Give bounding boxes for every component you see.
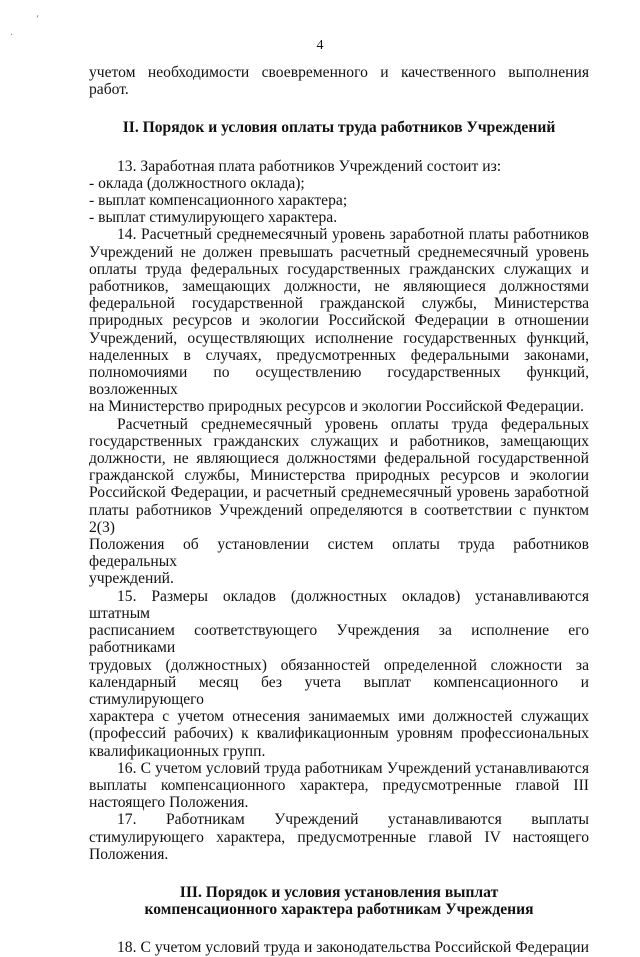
- list-item: - выплат стимулирующего характера.: [89, 209, 338, 227]
- list-item: - выплат компенсационного характера;: [89, 192, 348, 210]
- text-line: трудовых (должностных) обязанностей определенной сложности за: [89, 656, 589, 674]
- text-line: 15. Размеры окладов (должностных окладов) устанавливаются штатным: [89, 587, 589, 622]
- continuation-text: учетом необходимости своевременного и качественного выполнения работ.: [89, 64, 589, 99]
- text-line: Учреждений не должен превышать расчетный среднемесячный уровень: [89, 243, 589, 261]
- text-line: гражданской службы, Министерства природных ресурсов и экологии: [89, 467, 589, 485]
- text-line: Положения.: [89, 845, 169, 863]
- paragraph-17: [89, 811, 589, 863]
- text-line: полномочиями по осуществлению государственных функций, возложенных: [89, 364, 589, 399]
- page-content: [89, 64, 589, 957]
- heading-line: компенсационного характера работникам Учреждения: [144, 901, 534, 919]
- paragraph-13-intro: 13. Заработная плата работников Учреждений состоит из:: [117, 157, 502, 175]
- section-2-heading: II. Порядок и условия оплаты труда работников Учреждений: [122, 119, 556, 137]
- text-line: Российской Федерации, и расчетный среднемесячный уровень заработной: [89, 484, 589, 502]
- text-line: государственных гражданских служащих и работников, замещающих: [89, 432, 589, 450]
- text-line: характера с учетом отнесения занимаемых ими должностей служащих: [89, 708, 589, 726]
- paragraph-13: [89, 158, 589, 227]
- list-item: - оклада (должностного оклада);: [89, 174, 305, 192]
- text-line: 16. С учетом условий труда работникам Учреждений устанавливаются: [117, 759, 589, 777]
- text-line: настоящего Положения.: [89, 794, 249, 812]
- text-line: должности, не являющиеся должностями федеральной государственной: [89, 450, 589, 468]
- paragraph-14: [89, 226, 589, 415]
- text-line: работников, замещающих должности, не являющиеся должностями: [89, 278, 589, 296]
- text-line: квалификационных групп.: [89, 742, 266, 760]
- text-line: учреждений.: [89, 570, 174, 588]
- page-number: 4: [316, 38, 324, 53]
- text-line: (профессий рабочих) к квалификационным уровням профессиональных: [89, 725, 589, 743]
- text-line: наделенных в случаях, предусмотренных федеральными законами,: [89, 346, 589, 364]
- text-line: выплаты компенсационного характера, предусмотренные главой III: [89, 776, 589, 794]
- text-line: оплаты труда федеральных государственных гражданских служащих и: [89, 260, 589, 278]
- section-3-heading: [89, 884, 589, 918]
- paragraph-18: [89, 939, 589, 956]
- text-line: Расчетный среднемесячный уровень оплаты труда федеральных: [117, 415, 589, 433]
- text-line: федеральной государственной гражданской службы, Министерства: [89, 295, 589, 313]
- scan-mark: ·: [10, 30, 14, 41]
- heading-line: III. Порядок и условия установления выплат: [179, 883, 499, 901]
- scan-mark: ‘: [36, 14, 40, 25]
- text-line: 14. Расчетный среднемесячный уровень заработной платы работников: [117, 226, 589, 244]
- text-line: 18. С учетом условий труда и законодательства Российской Федерации: [117, 939, 589, 957]
- paragraph-16: [89, 760, 589, 812]
- text-line: Учреждений, осуществляющих исполнение государственных функций,: [89, 329, 589, 347]
- text-line: расписанием соответствующего Учреждения за исполнение его работниками: [89, 622, 589, 657]
- paragraph-14-continued: [89, 416, 589, 588]
- text-line: Положения об установлении систем оплаты труда работников федеральных: [89, 536, 589, 571]
- text-line: календарный месяц без учета выплат компенсационного и стимулирующего: [89, 673, 589, 708]
- text-line: на Министерство природных ресурсов и экологии Российской Федерации.: [89, 398, 584, 416]
- text-line: стимулирующего характера, предусмотренные главой IV настоящего: [89, 828, 589, 846]
- text-line: 17. Работникам Учреждений устанавливаются выплаты: [117, 811, 589, 829]
- text-line: природных ресурсов и экологии Российской Федерации в отношении: [89, 312, 589, 330]
- text-line: платы работников Учреждений определяются в соответствии с пунктом 2(3): [89, 501, 589, 536]
- paragraph-15: [89, 588, 589, 760]
